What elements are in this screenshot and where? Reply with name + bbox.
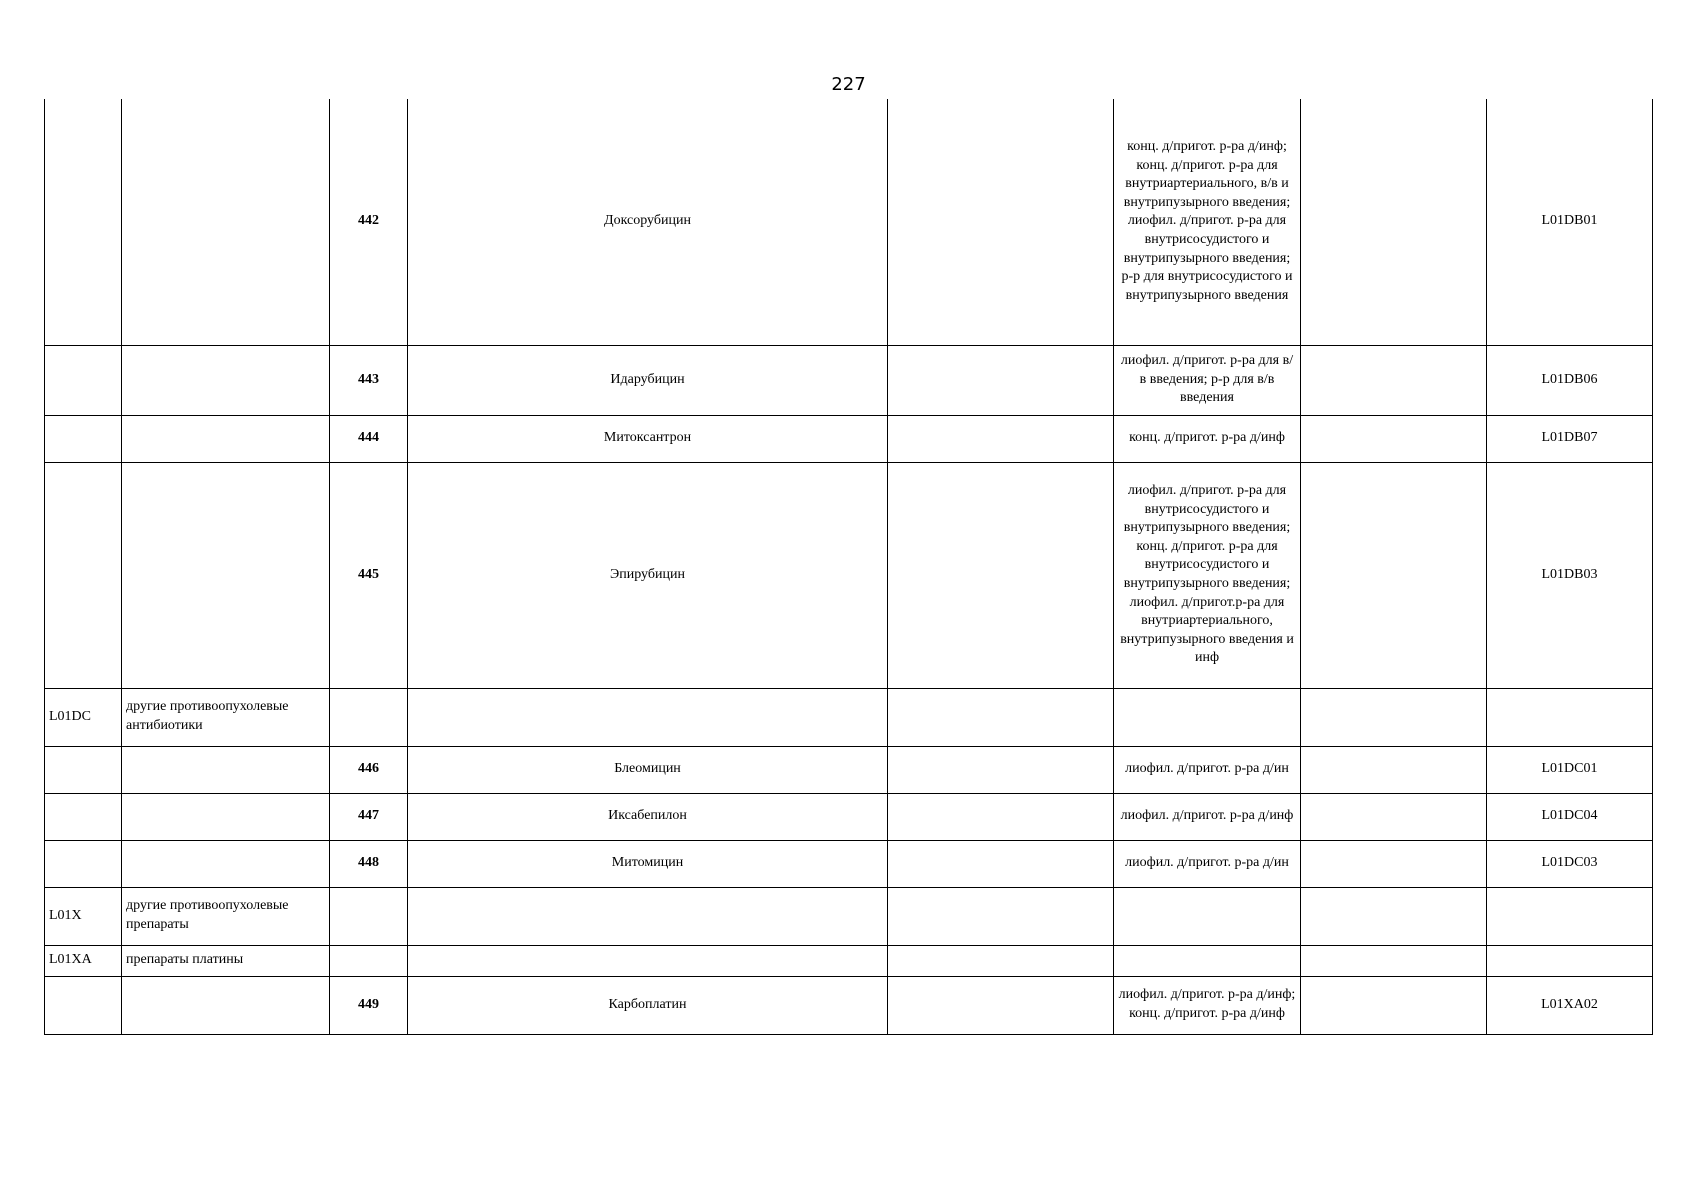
drug-number: 449 bbox=[330, 976, 408, 1034]
dosage-form: лиофил. д/пригот. р-ра для в/в введения; р-р для в/в введения bbox=[1114, 345, 1301, 415]
dosage-form: лиофил. д/пригот. р-ра для внутрисосудистого и внутрипузырного введения; конц. д/пригот. р-ра для внутрисосудистого и внутрипузырного введения; лиофил. д/пригот.р-ра для внутриартериального, внутрипузырного введения и инф bbox=[1114, 462, 1301, 688]
atc-code bbox=[1487, 887, 1653, 945]
empty-cell bbox=[888, 462, 1114, 688]
drug-number: 443 bbox=[330, 345, 408, 415]
dosage-form: конц. д/пригот. р-ра д/инф; конц. д/пригот. р-ра для внутриартериального, в/в и внутрипузырного введения; лиофил. д/пригот. р-ра для внутрисосудистого и внутрипузырного введения; р-р для внутрисосудистого и внутрипузырного введения bbox=[1114, 99, 1301, 345]
empty-cell bbox=[1301, 746, 1487, 793]
atc-group-code bbox=[45, 99, 122, 345]
drug-name: Эпирубицин bbox=[408, 462, 888, 688]
dosage-form bbox=[1114, 688, 1301, 746]
atc-code bbox=[1487, 688, 1653, 746]
empty-cell bbox=[888, 976, 1114, 1034]
atc-group-name: препараты платины bbox=[122, 945, 330, 976]
empty-cell bbox=[1301, 415, 1487, 462]
atc-group-name bbox=[122, 415, 330, 462]
atc-group-name bbox=[122, 793, 330, 840]
atc-code: L01DB01 bbox=[1487, 99, 1653, 345]
dosage-form: лиофил. д/пригот. р-ра д/ин bbox=[1114, 840, 1301, 887]
dosage-form: конц. д/пригот. р-ра д/инф bbox=[1114, 415, 1301, 462]
empty-cell bbox=[888, 840, 1114, 887]
atc-code bbox=[1487, 945, 1653, 976]
empty-cell bbox=[888, 793, 1114, 840]
drug-name bbox=[408, 887, 888, 945]
atc-group-name bbox=[122, 746, 330, 793]
empty-cell bbox=[888, 746, 1114, 793]
atc-group-name bbox=[122, 976, 330, 1034]
atc-group-name: другие противоопухолевые антибиотики bbox=[122, 688, 330, 746]
drug-number: 447 bbox=[330, 793, 408, 840]
empty-cell bbox=[1301, 887, 1487, 945]
dosage-form bbox=[1114, 887, 1301, 945]
page-number: 227 bbox=[831, 74, 866, 95]
table-row bbox=[45, 462, 1653, 688]
table-row bbox=[45, 345, 1653, 415]
atc-group-code: L01XA bbox=[45, 945, 122, 976]
drug-number: 448 bbox=[330, 840, 408, 887]
drug-number: 442 bbox=[330, 99, 408, 345]
drug-name: Митоксантрон bbox=[408, 415, 888, 462]
empty-cell bbox=[888, 415, 1114, 462]
atc-group-code bbox=[45, 415, 122, 462]
atc-group-code bbox=[45, 746, 122, 793]
dosage-form: лиофил. д/пригот. р-ра д/ин bbox=[1114, 746, 1301, 793]
drug-number: 444 bbox=[330, 415, 408, 462]
atc-code: L01DC03 bbox=[1487, 840, 1653, 887]
atc-code: L01DB03 bbox=[1487, 462, 1653, 688]
empty-cell bbox=[1301, 976, 1487, 1034]
atc-group-code bbox=[45, 462, 122, 688]
empty-cell bbox=[888, 887, 1114, 945]
empty-cell bbox=[1301, 793, 1487, 840]
empty-cell bbox=[888, 345, 1114, 415]
drug-name: Карбоплатин bbox=[408, 976, 888, 1034]
atc-group-name: другие противоопухолевые препараты bbox=[122, 887, 330, 945]
empty-cell bbox=[1301, 462, 1487, 688]
table-row bbox=[45, 415, 1653, 462]
atc-code: L01DB06 bbox=[1487, 345, 1653, 415]
empty-cell bbox=[888, 99, 1114, 345]
table-row bbox=[45, 688, 1653, 746]
atc-group-name bbox=[122, 99, 330, 345]
atc-group-code: L01X bbox=[45, 887, 122, 945]
drug-registry-table bbox=[44, 99, 1653, 1035]
empty-cell bbox=[888, 688, 1114, 746]
table-row bbox=[45, 976, 1653, 1034]
atc-group-code bbox=[45, 840, 122, 887]
atc-code: L01DC04 bbox=[1487, 793, 1653, 840]
drug-name: Идарубицин bbox=[408, 345, 888, 415]
empty-cell bbox=[1301, 345, 1487, 415]
empty-cell bbox=[1301, 945, 1487, 976]
table-row bbox=[45, 746, 1653, 793]
drug-number bbox=[330, 945, 408, 976]
drug-number bbox=[330, 887, 408, 945]
drug-name: Блеомицин bbox=[408, 746, 888, 793]
atc-group-code: L01DC bbox=[45, 688, 122, 746]
table-row bbox=[45, 945, 1653, 976]
table-row bbox=[45, 99, 1653, 345]
drug-name bbox=[408, 688, 888, 746]
empty-cell bbox=[1301, 840, 1487, 887]
empty-cell bbox=[888, 945, 1114, 976]
dosage-form: лиофил. д/пригот. р-ра д/инф bbox=[1114, 793, 1301, 840]
dosage-form: лиофил. д/пригот. р-ра д/инф; конц. д/пригот. р-ра д/инф bbox=[1114, 976, 1301, 1034]
atc-code: L01XA02 bbox=[1487, 976, 1653, 1034]
atc-group-code bbox=[45, 345, 122, 415]
drug-name: Доксорубицин bbox=[408, 99, 888, 345]
empty-cell bbox=[1301, 688, 1487, 746]
empty-cell bbox=[1301, 99, 1487, 345]
drug-number: 446 bbox=[330, 746, 408, 793]
atc-group-name bbox=[122, 840, 330, 887]
atc-group-name bbox=[122, 462, 330, 688]
drug-name: Митомицин bbox=[408, 840, 888, 887]
atc-group-code bbox=[45, 976, 122, 1034]
table-row bbox=[45, 840, 1653, 887]
drug-number: 445 bbox=[330, 462, 408, 688]
drug-number bbox=[330, 688, 408, 746]
atc-code: L01DB07 bbox=[1487, 415, 1653, 462]
table-row bbox=[45, 887, 1653, 945]
atc-code: L01DC01 bbox=[1487, 746, 1653, 793]
drug-name bbox=[408, 945, 888, 976]
dosage-form bbox=[1114, 945, 1301, 976]
atc-group-name bbox=[122, 345, 330, 415]
table-row bbox=[45, 793, 1653, 840]
drug-name: Иксабепилон bbox=[408, 793, 888, 840]
atc-group-code bbox=[45, 793, 122, 840]
